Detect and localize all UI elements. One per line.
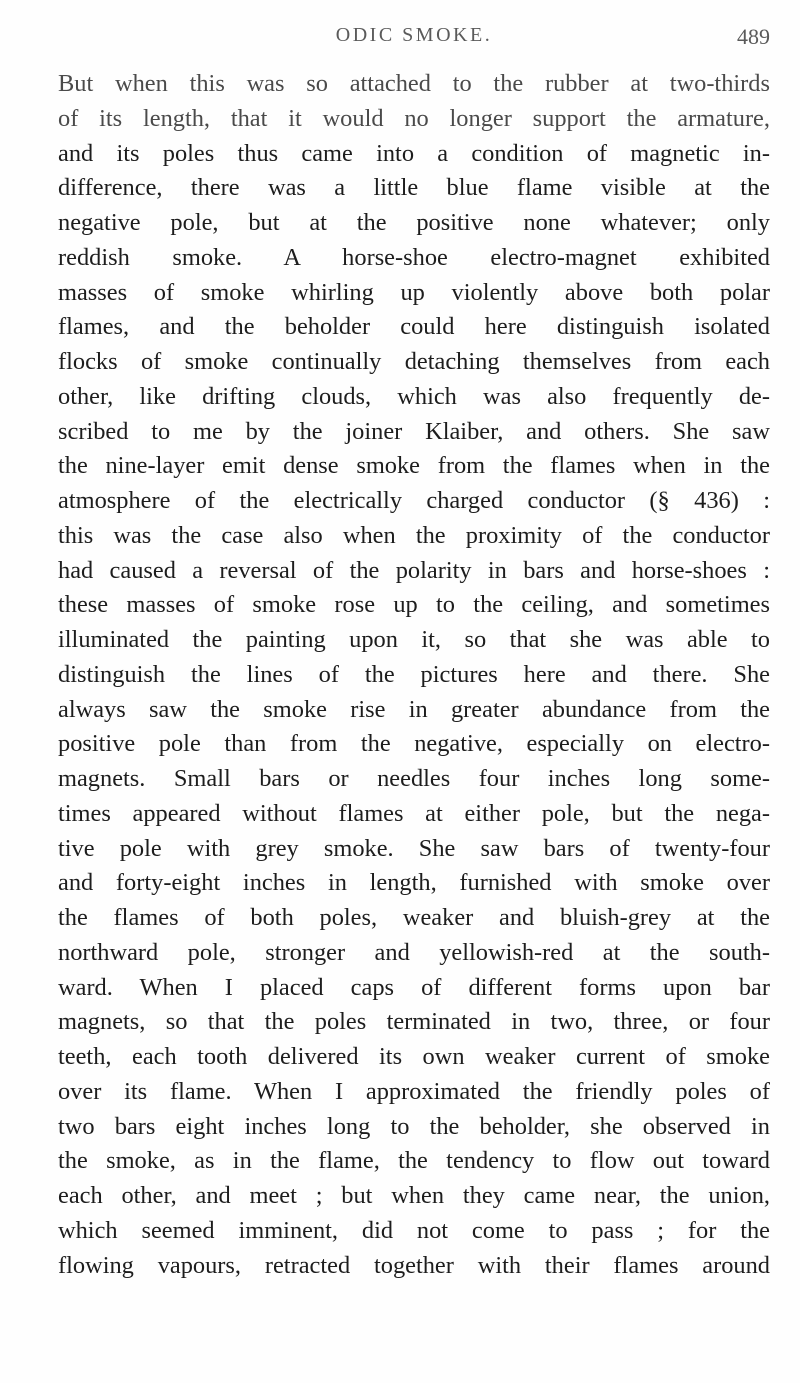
text-line: each other, and meet ; but when they came near, the union,	[58, 1182, 770, 1209]
text-line: But when this was so attached to the rubber at two-thirds	[58, 70, 770, 97]
text-line: magnets, so that the poles terminated in two, three, or four	[58, 1008, 770, 1036]
text-line: illuminated the painting upon it, so that she was able to	[58, 626, 770, 653]
text-line: this was the case also when the proximity of the conductor	[58, 521, 770, 549]
text-line: the flames of both poles, weaker and bluish-grey at the	[58, 904, 770, 931]
text-line: the smoke, as in the flame, the tendency to flow out toward	[58, 1147, 770, 1175]
text-line: masses of smoke whirling up violently above both polar	[58, 278, 770, 306]
text-line: and its poles thus came into a condition of magnetic in-	[58, 139, 770, 167]
text-line: atmosphere of the electrically charged conductor (§ 436) :	[58, 487, 770, 514]
text-line: ward. When I placed caps of different forms upon bar	[58, 973, 770, 1001]
text-line: which seemed imminent, did not come to pass ; for the	[58, 1216, 770, 1244]
text-line: flames, and the beholder could here distinguish isolated	[58, 313, 770, 341]
text-line: reddish smoke. A horse-shoe electro-magnet exhibited	[58, 243, 770, 271]
text-line: the nine-layer emit dense smoke from the flames when in the	[58, 452, 770, 480]
text-line: distinguish the lines of the pictures here and there. She	[58, 660, 770, 688]
text-line: northward pole, stronger and yellowish-red at the south-	[58, 938, 770, 966]
text-line: two bars eight inches long to the beholder, she observed in	[58, 1112, 770, 1140]
text-line: teeth, each tooth delivered its own weaker current of smoke	[58, 1043, 770, 1070]
text-line: and forty-eight inches in length, furnished with smoke over	[58, 869, 770, 897]
text-line: difference, there was a little blue flame visible at the	[58, 174, 770, 202]
text-line: tive pole with grey smoke. She saw bars of twenty-four	[58, 834, 770, 862]
running-head	[58, 24, 770, 52]
text-line: magnets. Small bars or needles four inches long some-	[58, 765, 770, 792]
text-line: always saw the smoke rise in greater abundance from the	[58, 695, 770, 723]
text-line: positive pole than from the negative, especially on electro-	[58, 730, 770, 758]
text-line: over its flame. When I approximated the friendly poles of	[58, 1077, 770, 1105]
text-line: these masses of smoke rose up to the ceiling, and sometimes	[58, 591, 770, 619]
text-line: times appeared without flames at either pole, but the nega-	[58, 799, 770, 827]
text-line: negative pole, but at the positive none whatever; only	[58, 209, 770, 236]
running-head-title: ODIC SMOKE.	[335, 24, 493, 46]
text-line: flowing vapours, retracted together with their flames around	[58, 1251, 770, 1279]
text-line: other, like drifting clouds, which was also frequently de-	[58, 382, 770, 410]
text-line: had caused a reversal of the polarity in bars and horse-shoes :	[58, 556, 770, 584]
text-line: flocks of smoke continually detaching themselves from each	[58, 348, 770, 375]
text-line: of its length, that it would no longer support the armature,	[58, 104, 770, 132]
body-text	[58, 67, 770, 1283]
page-number: 489	[737, 24, 770, 49]
text-line: scribed to me by the joiner Klaiber, and others. She saw	[58, 417, 770, 445]
